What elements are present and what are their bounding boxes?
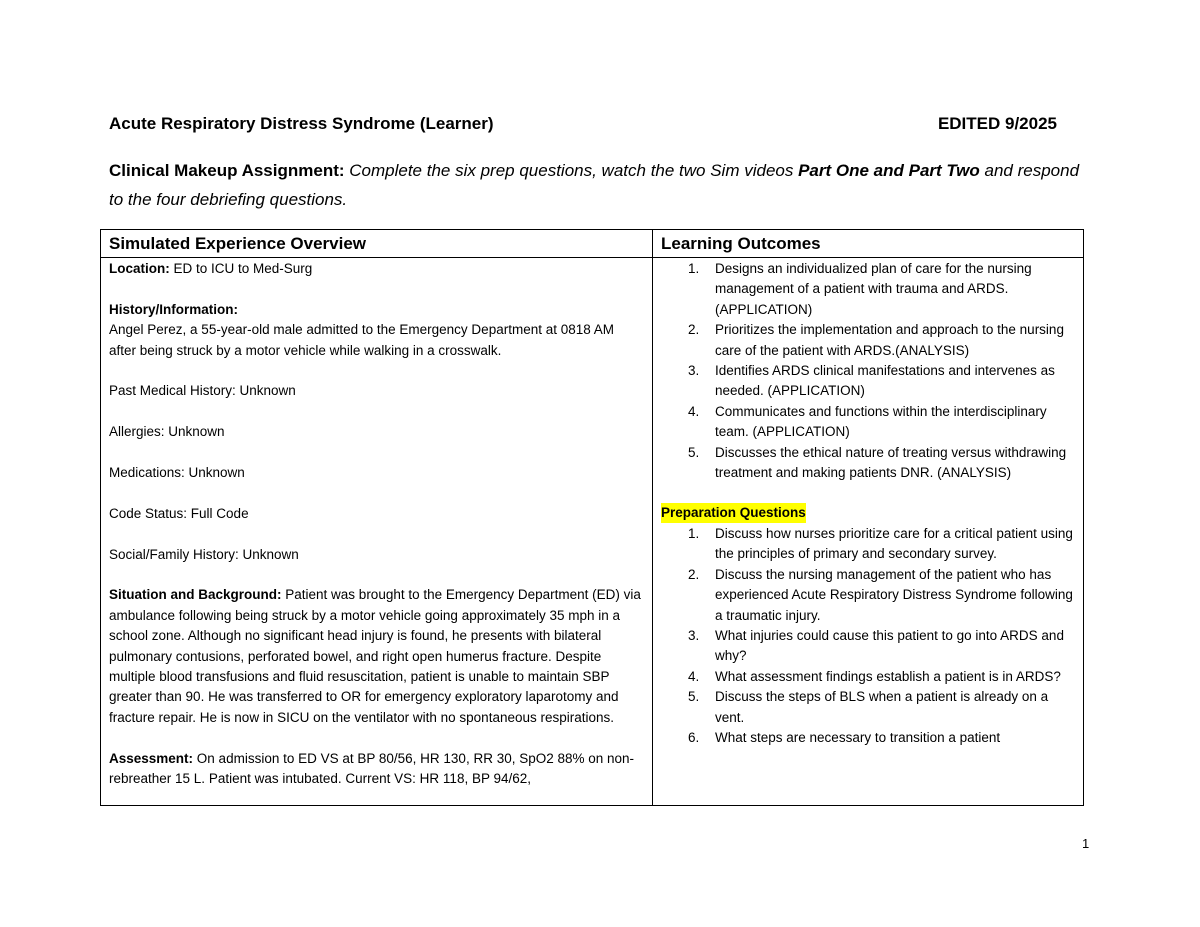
outcome-item-text: Communicates and functions within the interdisciplinary team. (APPLICATION)	[715, 403, 1047, 440]
outcome-item-number: 5.	[688, 444, 700, 460]
allergies: Allergies: Unknown	[109, 424, 225, 440]
assignment-text-2: and respond to the four debriefing questions.	[109, 161, 1080, 209]
outcome-item-text: Prioritizes the implementation and approach to the nursing care of the patient with ARDS.(ANALYSIS)	[715, 322, 1064, 358]
question-item-text: Discuss the steps of BLS when a patient is already on a vent.	[715, 689, 1049, 725]
outcome-item	[661, 259, 1075, 320]
question-item	[661, 687, 1075, 728]
learning-outcomes-list	[661, 259, 1075, 483]
situation-paragraph	[109, 585, 644, 728]
assessment-paragraph	[109, 749, 644, 790]
question-item-text: Discuss how nurses prioritize care for a critical patient using the principles of primary and secondary survey.	[715, 525, 1073, 562]
outcome-item-number: 4.	[688, 403, 700, 419]
table-body-row	[101, 258, 1084, 806]
outcome-item	[661, 361, 1075, 402]
location-line	[109, 259, 644, 279]
outcome-item-number: 2.	[688, 322, 700, 338]
overview-cell	[101, 258, 653, 806]
question-item-number: 4.	[688, 668, 700, 684]
question-item-number: 1.	[688, 525, 700, 541]
past-medical-history: Past Medical History: Unknown	[109, 383, 296, 399]
page-number: 1	[1082, 836, 1090, 851]
history-label: History/Information:	[109, 301, 239, 317]
question-item-text: What steps are necessary to transition a patient	[715, 729, 1001, 745]
code-status: Code Status: Full Code	[109, 505, 249, 521]
outcomes-header: Learning Outcomes	[653, 230, 1084, 258]
outcome-item	[661, 443, 1075, 484]
document-title: Acute Respiratory Distress Syndrome (Learner)	[109, 114, 494, 133]
edited-date: EDITED 9/2025	[937, 114, 1057, 133]
social-history: Social/Family History: Unknown	[109, 546, 299, 562]
question-item	[661, 626, 1075, 667]
question-item	[661, 728, 1075, 748]
question-item	[661, 565, 1075, 626]
location-label: Location:	[109, 261, 170, 276]
assessment-text: On admission to ED VS at BP 80/56, HR 130, RR 30, SpO2 88% on non-rebreather 15 L. Patient was intubated. Current VS: HR 118, BP 94/62,	[109, 750, 635, 787]
question-item	[661, 667, 1075, 687]
outcomes-cell	[653, 258, 1084, 806]
situation-label: Situation and Background:	[109, 587, 282, 603]
history-text: Angel Perez, a 55-year-old male admitted to the Emergency Department at 0818 AM after being struck by a motor vehicle while walking in a crosswalk.	[109, 322, 615, 358]
location-value: ED to ICU to Med-Surg	[169, 261, 313, 276]
outcome-item-text: Discusses the ethical nature of treating versus withdrawing treatment and making patients DNR. (ANALYSIS)	[715, 444, 1067, 481]
outcome-item-text: Identifies ARDS clinical manifestations and intervenes as needed. (APPLICATION)	[715, 363, 1055, 399]
table-header-row	[101, 230, 1084, 258]
question-item-number: 2.	[688, 566, 700, 582]
outcome-item-number: 1.	[688, 261, 700, 276]
question-item-number: 6.	[688, 729, 700, 745]
outcome-item	[661, 402, 1075, 443]
assignment-parts: Part One and Part Two	[798, 161, 980, 180]
question-item-number: 5.	[688, 689, 700, 705]
situation-text: Patient was brought to the Emergency Department (ED) via ambulance following being struck by a motor vehicle going approximately 35 mph in a school zone. Although no significant head injury is found, he presents with bilateral pulmonary contusions, perforated bowel, and right open humerus fracture. Despite multiple blood transfusions and fluid resuscitation, patient is unable to maintain SBP greater than 90. He was transferred to OR for emergency exploratory laparotomy and fracture repair. He is now in SICU on the ventilator with no spontaneous respirations.	[109, 587, 641, 725]
question-item	[661, 524, 1075, 565]
question-item-text: What assessment findings establish a patient is in ARDS?	[715, 668, 1061, 684]
outcome-item-number: 3.	[688, 363, 700, 379]
preparation-questions-title: Preparation Questions	[661, 503, 806, 523]
overview-header: Simulated Experience Overview	[101, 230, 653, 258]
outcome-item	[661, 320, 1075, 361]
title-row	[109, 113, 1057, 135]
question-item-text: Discuss the nursing management of the patient who has experienced Acute Respiratory Distress Syndrome following a traumatic injury.	[715, 566, 1073, 623]
question-item-text: What injuries could cause this patient to go into ARDS and why?	[715, 627, 1064, 664]
question-item-number: 3.	[688, 627, 700, 643]
assignment-instructions	[109, 156, 1084, 214]
simulation-table	[100, 229, 1084, 806]
assignment-text-1: Complete the six prep questions, watch the two Sim videos	[344, 161, 799, 180]
preparation-questions-list	[661, 524, 1075, 748]
outcome-item-text: Designs an individualized plan of care for the nursing management of a patient with trauma and ARDS. (APPLICATION)	[715, 261, 1032, 317]
medications: Medications: Unknown	[109, 465, 245, 480]
assessment-label: Assessment:	[109, 750, 194, 766]
assignment-label: Clinical Makeup Assignment:	[109, 161, 345, 180]
